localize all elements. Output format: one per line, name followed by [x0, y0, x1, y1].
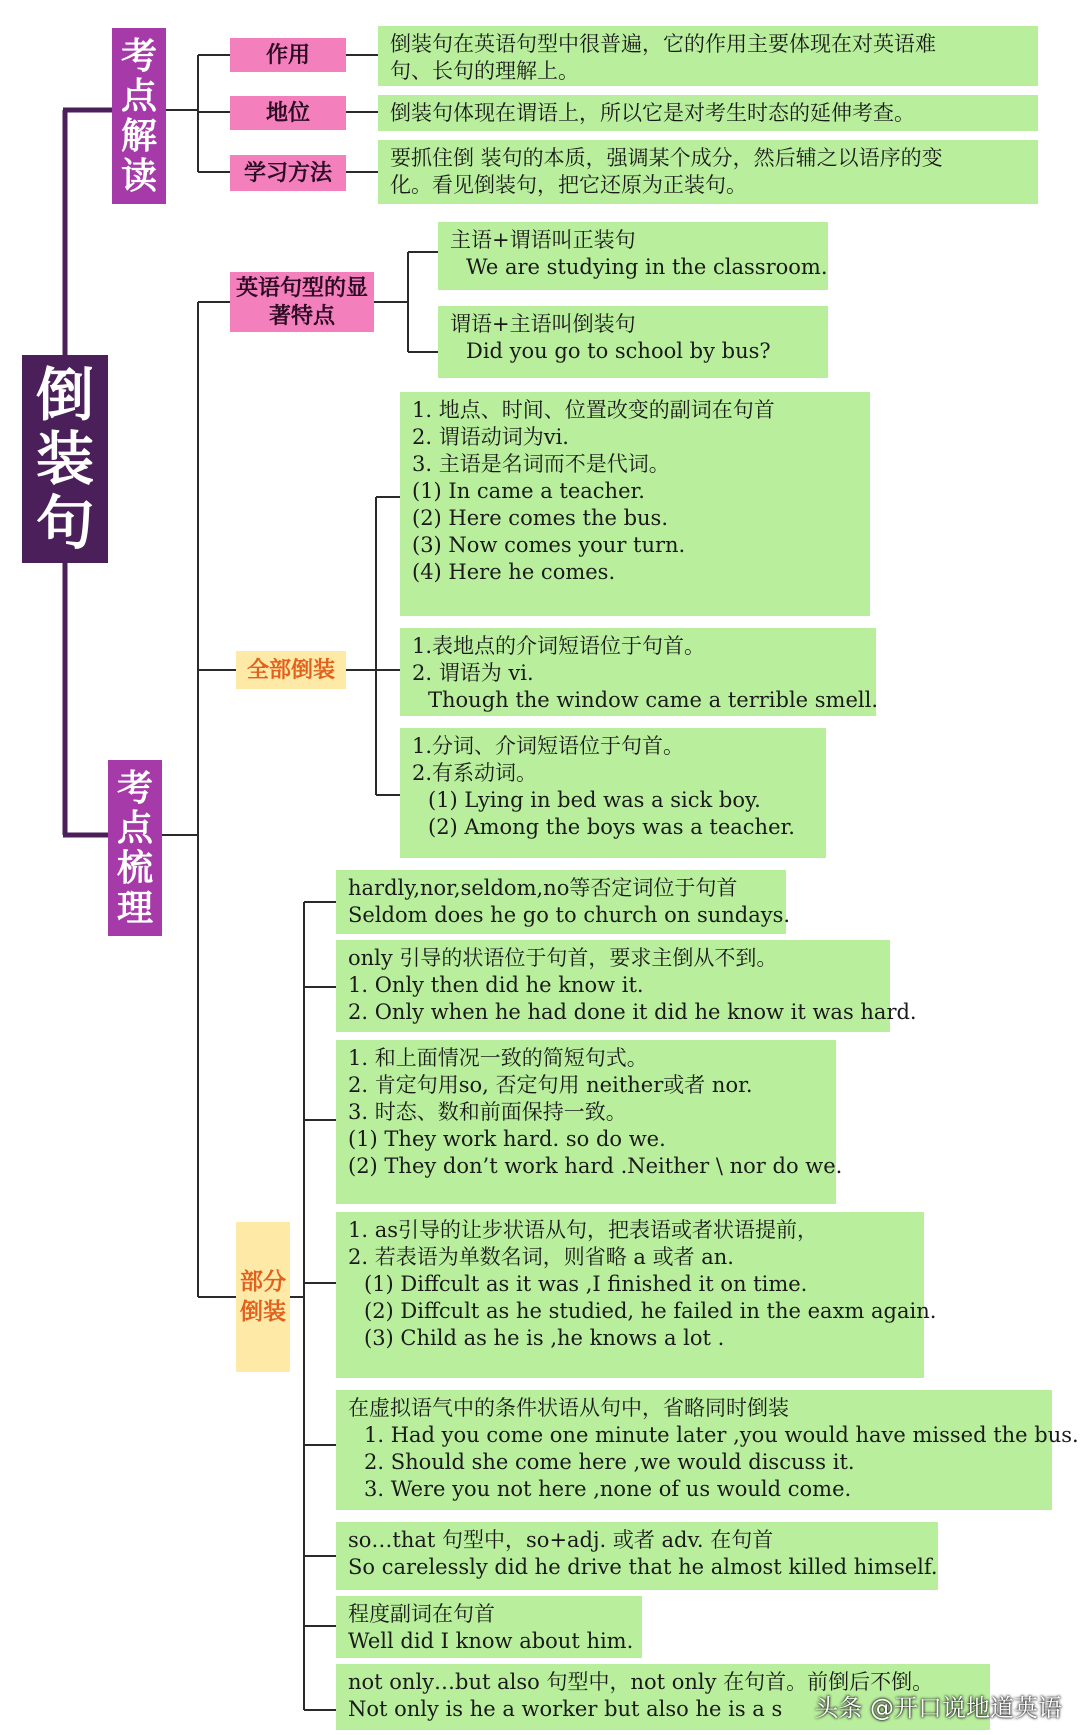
root-node [22, 355, 108, 563]
text-box-inverted-order: 谓语+主语叫倒装句 Did you go to school by bus? [438, 306, 828, 378]
text-box-negative-words: hardly,nor,seldom,no等否定词位于句首 Seldom does he go to church on sundays. [336, 870, 786, 934]
text-box-full-inversion-prep-phrase: 1.表地点的介词短语位于句首。 2. 谓语为 vi. Though the window came a terrible smell. [400, 628, 876, 716]
text-box-full-inversion-adverbs: 1. 地点、时间、位置改变的副词在句首 2. 谓语动词为vi. 3. 主语是名词而不是代词。 (1) In came a teacher. (2) Here comes the bus. (3) Now comes your turn. (4) Here he comes. [400, 392, 870, 616]
text-box-only-adverbial: only 引导的状语位于句首，要求主倒从不到。 1. Only then did he know it. 2. Only when he had done it did he know it was hard. [336, 940, 890, 1032]
root-title: 倒装句 [35, 361, 94, 557]
section-exam-interpretation [112, 28, 166, 204]
section-title: 考点解读 [120, 35, 157, 197]
text-box-not-only: not only…but also 句型中，not only 在句首。前倒后不倒。 Not only is he a worker but also he is a s [336, 1664, 990, 1730]
text-box-subjunctive-condition: 在虚拟语气中的条件状语从句中，省略同时倒装 1. Had you come one minute later ,you would have missed the bus. 2. Should she come here ,we would discuss it. 3. Were you not here ,none of us would come. [336, 1390, 1052, 1510]
text-box-as-concession: 1. as引导的让步状语从句，把表语或者状语提前， 2. 若表语为单数名词，则省略 a 或者 an. (1) Diffcult as it was ,I finished it on time. (2) Diffcult as he studied, he failed in the eaxm again. (3) Child as he is ,he knows a lot . [336, 1212, 924, 1378]
branch-label-full-inversion: 全部倒装 [236, 651, 346, 689]
text-box-degree-adverb: 程度副词在句首 Well did I know about him. [336, 1596, 642, 1658]
branch-label-study-method: 学习方法 [230, 155, 346, 191]
text-box-status: 倒装句体现在谓语上，所以它是对考生时态的延伸考查。 [378, 95, 1038, 131]
branch-label-status: 地位 [230, 96, 346, 130]
section-title: 考点梳理 [116, 767, 153, 929]
branch-label-partial-inversion: 部分倒装 [236, 1222, 290, 1372]
text-box-study-method: 要抓住倒 装句的本质，强调某个成分，然后辅之以语序的变 化。看见倒装句，把它还原为正装句。 [378, 140, 1038, 204]
branch-label-function: 作用 [230, 38, 346, 72]
section-exam-review [108, 760, 162, 936]
watermark: 头条 @开口说地道英语 [814, 1694, 1062, 1722]
text-box-so-that: so…that 句型中，so+adj. 或者 adv. 在句首 So carelessly did he drive that he almost killed himself. [336, 1522, 938, 1590]
text-box-full-inversion-participle: 1.分词、介词短语位于句首。 2.有系动词。 (1) Lying in bed was a sick boy. (2) Among the boys was a teacher. [400, 728, 826, 858]
text-box-function: 倒装句在英语句型中很普遍，它的作用主要体现在对英语难 句、长句的理解上。 [378, 26, 1038, 86]
text-box-normal-order: 主语+谓语叫正装句 We are studying in the classroom. [438, 222, 828, 290]
text-box-so-neither-nor: 1. 和上面情况一致的简短句式。 2. 肯定句用so, 否定句用 neither或者 nor. 3. 时态、数和前面保持一致。 (1) They work hard. so do we. (2) They don’t work hard .Neither \ nor do we. [336, 1040, 836, 1204]
branch-label-sentence-features: 英语句型的显著特点 [230, 272, 374, 332]
